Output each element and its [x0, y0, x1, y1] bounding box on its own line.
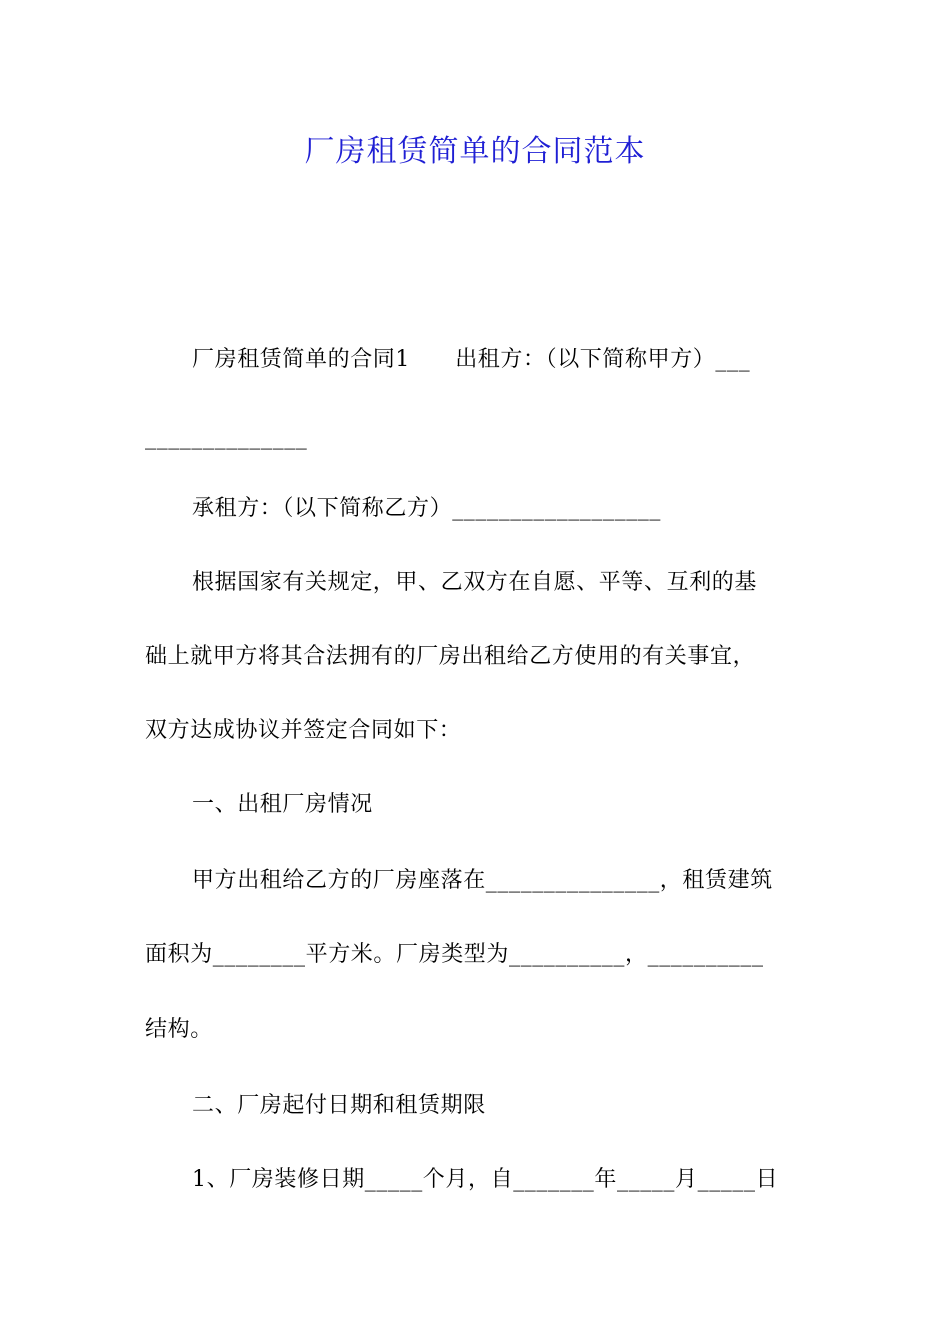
paragraph-line: 面积为________平方米。厂房类型为__________，__________ [145, 942, 764, 967]
paragraph-line: 结构。 [145, 1017, 213, 1042]
paragraph-line: ______________ [145, 425, 308, 450]
paragraph-line: 根据国家有关规定，甲、乙双方在自愿、平等、互利的基 [192, 570, 758, 595]
document-title: 厂房租赁简单的合同范本 [304, 134, 646, 169]
paragraph-line: 承租方：（以下简称乙方）__________________ [192, 496, 662, 521]
section-heading: 一、出租厂房情况 [192, 792, 373, 817]
paragraph-line: 甲方出租给乙方的厂房座落在_______________，租赁建筑 [192, 868, 773, 893]
paragraph-line: 础上就甲方将其合法拥有的厂房出租给乙方使用的有关事宜， [145, 644, 756, 669]
section-heading: 二、厂房起付日期和租赁期限 [192, 1093, 486, 1118]
paragraph-line: 1、厂房装修日期_____个月，自_______年_____月_____日 [192, 1167, 779, 1192]
paragraph-line: 厂房租赁简单的合同1 出租方：（以下简称甲方）___ [192, 347, 751, 372]
paragraph-line: 双方达成协议并签定合同如下： [145, 718, 462, 743]
